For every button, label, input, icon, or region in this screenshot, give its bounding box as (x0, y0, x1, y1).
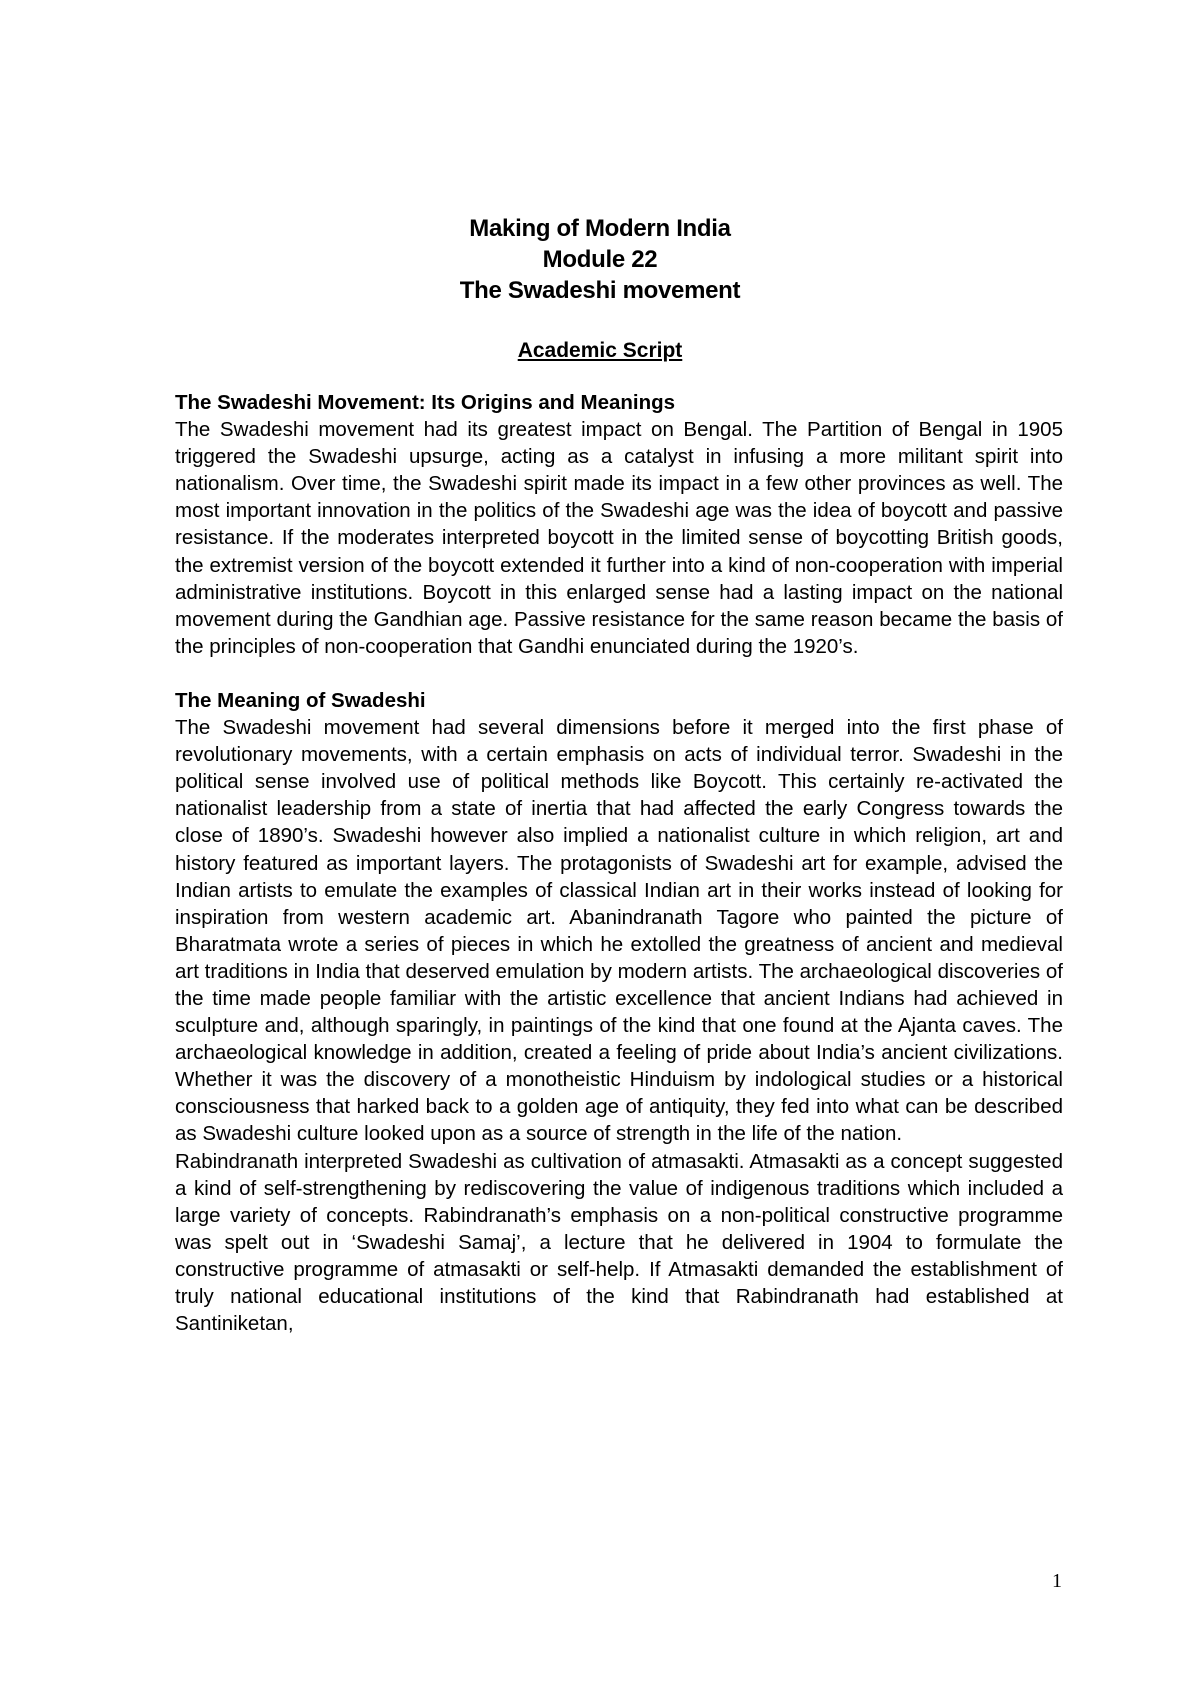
section-heading-origins: The Swadeshi Movement: Its Origins and Meanings (175, 391, 676, 414)
section-paragraph: The Swadeshi movement had its greatest impact on Bengal. The Partition of Bengal in 1905 triggered the Swadeshi upsurge, acting as a catalyst in infusing a more militant spirit into nationalism. Over time, the Swadeshi spirit made its impact in a few other provinces as well. The most important innovation in the politics of the Swadeshi age was the idea of boycott and passive resistance. If the moderates interpreted boycott in the limited sense of boycotting British goods, the extremist version of the boycott extended it further into a kind of non-cooperation with imperial administrative institutions. Boycott in this enlarged sense had a lasting impact on the national movement during the Gandhian age. Passive resistance for the same reason became the basis of the principles of non-cooperation that Gandhi enunciated during the 1920’s. (175, 418, 1063, 658)
title-line-course: Making of Modern India (469, 215, 731, 242)
section-paragraph: Rabindranath interpreted Swadeshi as cultivation of atmasakti. Atmasakti as a concept suggested a kind of self-strengthening by rediscovering the value of indigenous traditions which included a large variety of concepts. Rabindranath’s emphasis on a non-political constructive programme was spelt out in ‘Swadeshi Samaj’, a lecture that he delivered in 1904 to formulate the constructive programme of atmasakti or self-help. If Atmasakti demanded the establishment of truly national educational institutions of the kind that Rabindranath had established at Santiniketan, (175, 1149, 1063, 1336)
section-heading-meaning: The Meaning of Swadeshi (175, 688, 426, 712)
title-line-topic: The Swadeshi movement (459, 277, 741, 304)
document-title (0, 213, 1200, 306)
section-paragraph: The Swadeshi movement had several dimensions before it merged into the first phase of revolutionary movements, with a certain emphasis on acts of individual terror. Swadeshi in the political sense involved use of political methods like Boycott. This certainly re-activated the nationalist leadership from a state of inertia that had affected the early Congress towards the close of 1890’s. Swadeshi however also implied a nationalist culture in which religion, art and history featured as important layers. The protagonists of Swadeshi art for example, advised the Indian artists to emulate the examples of classical Indian art in their works instead of looking for inspiration from western academic art. Abanindranath Tagore who painted the picture of Bharatmata wrote a series of pieces in which he extolled the greatness of ancient and medieval art traditions in India that deserved emulation by modern artists. The archaeological discoveries of the time made people familiar with the artistic excellence that ancient Indians had achieved in sculpture and, although sparingly, in paintings of the kind that one found at the Ajanta caves. The archaeological knowledge in addition, created a feeling of pride about India’s ancient civilizations. Whether it was the discovery of a monotheistic Hinduism by indological studies or a historical consciousness that harked back to a golden age of antiquity, they fed into what can be described as Swadeshi culture looked upon as a source of strength in the life of the nation. (175, 716, 1063, 1146)
title-line-module: Module 22 (542, 246, 658, 273)
document-subtitle: Academic Script (517, 339, 683, 362)
document-body (175, 389, 1063, 1337)
page-number: 1 (1052, 1570, 1062, 1592)
